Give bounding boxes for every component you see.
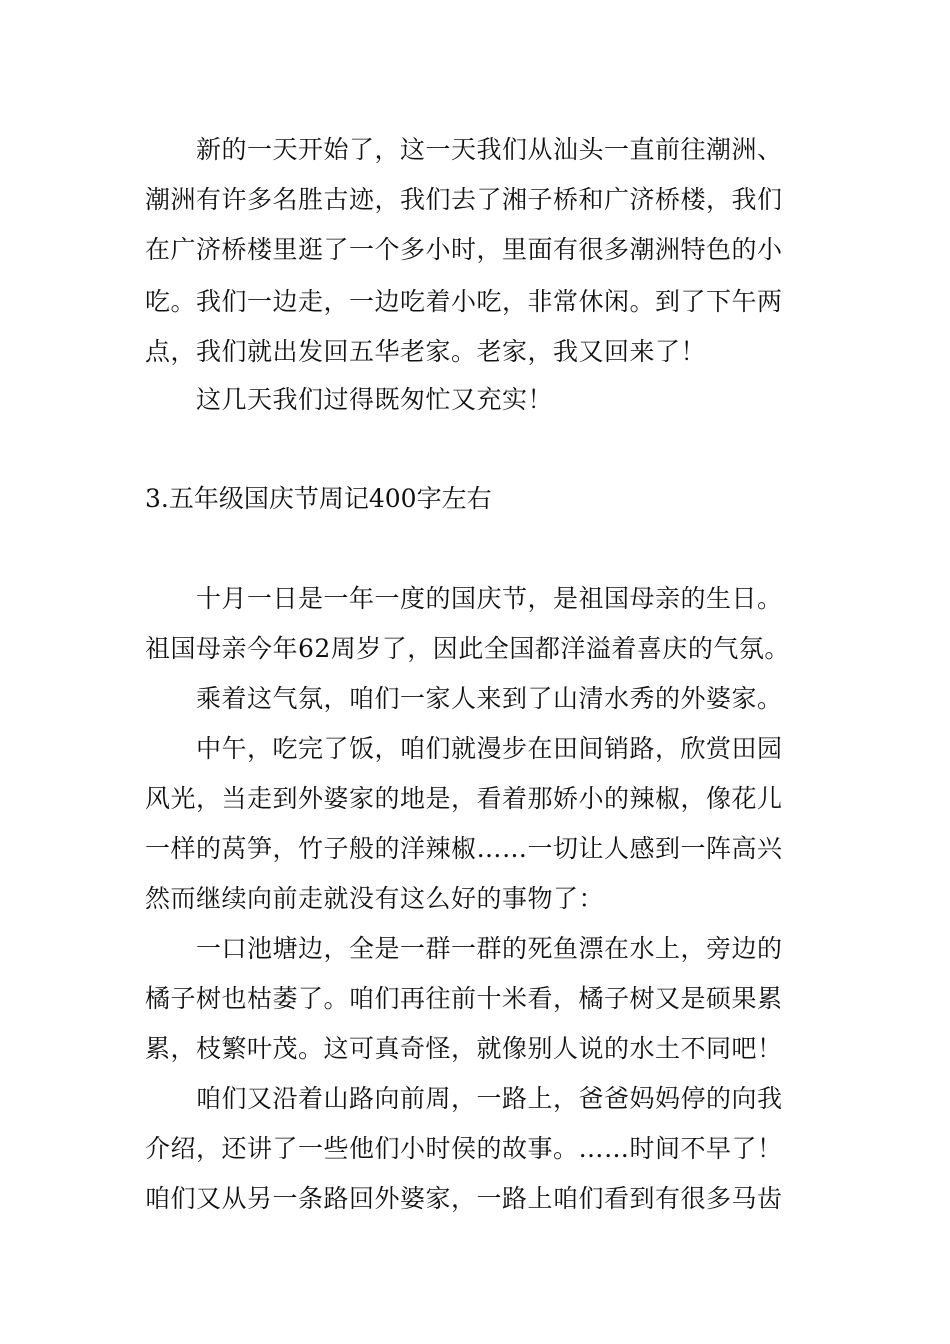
paragraph-line: 累，枝繁叶茂。这可真奇怪，就像别人说的水土不同吧！: [145, 1034, 783, 1063]
paragraph-line: 橘子树也枯萎了。咱们再往前十米看，橘子树又是硕果累: [145, 984, 783, 1013]
paragraph-line: 新的一天开始了，这一天我们从汕头一直前往潮洲、: [196, 135, 783, 164]
paragraph-line: 风光，当走到外婆家的地是，看着那娇小的辣椒，像花儿: [145, 784, 783, 813]
paragraph-line: 吃。我们一边走，一边吃着小吃，非常休闲。到了下午两: [145, 287, 783, 316]
paragraph-line: 这几天我们过得既匆忙又充实！: [196, 385, 554, 414]
paragraph-line: 十月一日是一年一度的国庆节，是祖国母亲的生日。: [196, 584, 783, 613]
paragraph-line: 在广济桥楼里逛了一个多小时，里面有很多潮洲特色的小: [145, 235, 783, 264]
section-heading: 3.五年级国庆节周记400字左右: [145, 484, 492, 513]
paragraph-line: 点，我们就出发回五华老家。老家，我又回来了！: [145, 337, 707, 366]
paragraph-line: 中午，吃完了饭，咱们就漫步在田间销路，欣赏田园: [196, 734, 783, 763]
paragraph-line: 潮洲有许多名胜古迹，我们去了湘子桥和广济桥楼，我们: [145, 185, 783, 214]
paragraph-line: 祖国母亲今年62周岁了，因此全国都洋溢着喜庆的气氛。: [145, 634, 790, 663]
paragraph-line: 咱们又从另一条路回外婆家，一路上咱们看到有很多马齿: [145, 1184, 783, 1213]
paragraph-line: 一口池塘边，全是一群一群的死鱼漂在水上，旁边的: [196, 934, 783, 963]
paragraph-line: 咱们又沿着山路向前周，一路上，爸爸妈妈停的向我: [196, 1084, 783, 1113]
paragraph-line: 然而继续向前走就没有这么好的事物了：: [145, 884, 605, 913]
paragraph-line: 介绍，还讲了一些他们小时侯的故事。……时间不早了！: [145, 1134, 783, 1163]
paragraph-line: 乘着这气氛，咱们一家人来到了山清水秀的外婆家。: [196, 684, 783, 713]
paragraph-line: 一样的莴笋，竹子般的洋辣椒……一切让人感到一阵高兴: [145, 834, 783, 863]
